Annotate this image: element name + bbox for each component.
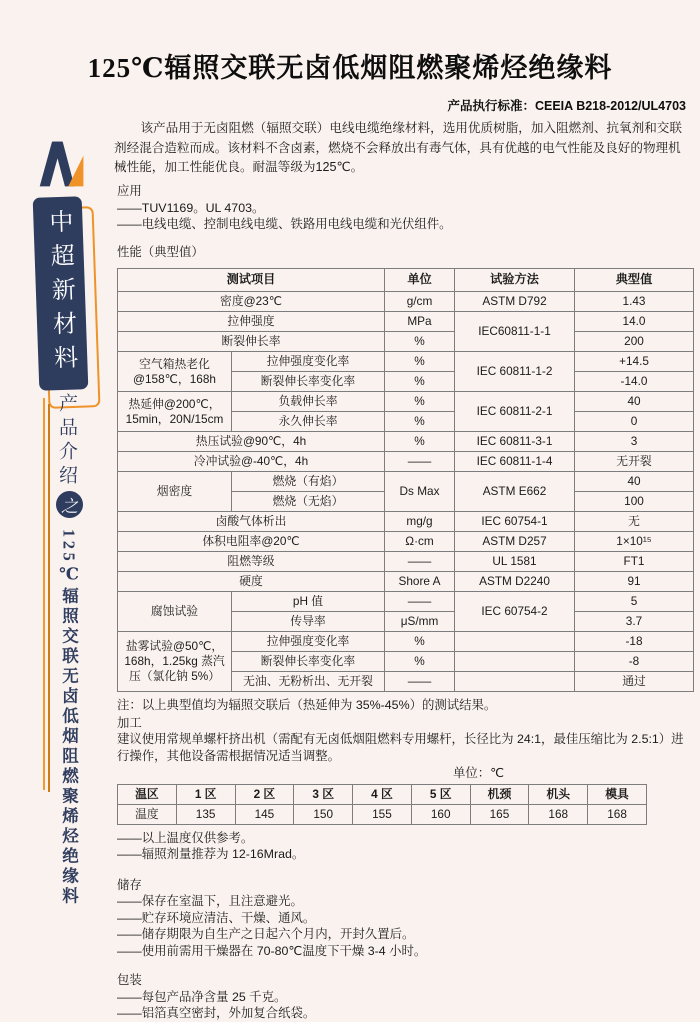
test-group: 盐雾试验@50℃，168h，1.25kg 蒸汽压（氯化钠 5%） <box>118 632 232 692</box>
temp-value: 温度 <box>118 804 177 824</box>
method <box>455 652 575 672</box>
unit: % <box>385 632 455 652</box>
temp-zone: 5 区 <box>411 784 470 804</box>
typical-value: 通过 <box>575 672 694 692</box>
temp-value: 150 <box>294 804 353 824</box>
method: IEC 60811-3-1 <box>455 432 575 452</box>
typical-value: 200 <box>575 332 694 352</box>
table-row <box>118 352 694 372</box>
brand-m-logo-icon <box>33 141 89 187</box>
table-row <box>118 592 694 612</box>
unit: % <box>385 652 455 672</box>
table-row <box>118 632 694 652</box>
storage-line: ——保存在室温下，且注意避光。 <box>117 894 303 908</box>
unit: MPa <box>385 312 455 332</box>
table-row <box>118 292 694 312</box>
test-group: 烟密度 <box>118 472 232 512</box>
packaging-line: ——每包产品净含量 25 千克。 <box>117 989 287 1004</box>
temp-value: 168 <box>529 804 588 824</box>
packaging-line: ——铝箔真空密封，外加复合纸袋。 <box>117 1006 316 1020</box>
unit: % <box>385 432 455 452</box>
temperature-table <box>117 784 647 825</box>
typical-value: 0 <box>575 412 694 432</box>
temp-value-row <box>118 804 647 824</box>
test-item: 卤酸气体析出 <box>118 512 385 532</box>
temp-zone: 机头 <box>529 784 588 804</box>
temp-zone: 1 区 <box>176 784 235 804</box>
col-header-method: 试验方法 <box>455 269 575 292</box>
typical-value: 14.0 <box>575 312 694 332</box>
table-row <box>118 532 694 552</box>
temp-zone: 机颈 <box>470 784 529 804</box>
storage-line: ——使用前需用干燥器在 70-80℃温度下干燥 3-4 小时。 <box>117 943 427 958</box>
intro-paragraph: 该产品用于无卤阻燃（辐照交联）电线电缆绝缘材料，选用优质树脂，加入阻燃剂、抗氧剂和交联剂经混合造粒而成。该材料不含卤素，燃烧不会释放出有毒气体，具有优越的电气性能及良好的物理机械性能，加工性能优良。耐温等级为125℃。 <box>114 121 682 175</box>
method: IEC 60811-1-4 <box>455 452 575 472</box>
typical-value: 1×10¹⁵ <box>575 532 694 552</box>
temp-value: 135 <box>176 804 235 824</box>
unit: mg/g <box>385 512 455 532</box>
storage-line: ——贮存环境应清洁、干燥、通风。 <box>117 910 316 925</box>
col-header-unit: 单位 <box>385 269 455 292</box>
processing-note: ——辐照剂量推荐为 12-16Mrad。 <box>117 847 305 861</box>
table-row <box>118 432 694 452</box>
col-header-value: 典型值 <box>575 269 694 292</box>
method: IEC 60811-2-1 <box>455 392 575 432</box>
temp-zone: 模具 <box>588 784 647 804</box>
typical-value: FT1 <box>575 552 694 572</box>
unit: % <box>385 372 455 392</box>
table-row <box>118 572 694 592</box>
method <box>455 632 575 652</box>
table-row <box>118 332 694 352</box>
typical-value: 100 <box>575 492 694 512</box>
temp-value: 160 <box>411 804 470 824</box>
typical-value: 40 <box>575 472 694 492</box>
test-item: 阻燃等级 <box>118 552 385 572</box>
temp-zone: 4 区 <box>353 784 412 804</box>
processing-note: ——以上温度仅供参考。 <box>117 830 254 845</box>
main-content <box>117 183 693 1022</box>
test-item: 断裂伸长率变化率 <box>232 372 385 392</box>
test-group: 腐蚀试验 <box>118 592 232 632</box>
typical-value: 无开裂 <box>575 452 694 472</box>
temp-zone: 3 区 <box>294 784 353 804</box>
table-row <box>118 312 694 332</box>
table-row <box>118 512 694 532</box>
method: IEC60811-1-1 <box>455 312 575 352</box>
method: IEC 60811-1-2 <box>455 352 575 392</box>
unit: Ω·cm <box>385 532 455 552</box>
typical-value: -18 <box>575 632 694 652</box>
sidebar-accent-line <box>43 398 45 790</box>
test-item: 传导率 <box>232 612 385 632</box>
performance-heading: 性能（典型值） <box>117 244 204 259</box>
temp-value: 145 <box>235 804 294 824</box>
col-header-item: 测试项目 <box>118 269 385 292</box>
method: ASTM D2240 <box>455 572 575 592</box>
temp-value: 155 <box>353 804 412 824</box>
test-item: 断裂伸长率 <box>118 332 385 352</box>
unit: —— <box>385 592 455 612</box>
method: UL 1581 <box>455 552 575 572</box>
unit: % <box>385 332 455 352</box>
test-item: 拉伸强度变化率 <box>232 632 385 652</box>
temp-value: 165 <box>470 804 529 824</box>
test-group: 空气箱热老化@158℃，168h <box>118 352 232 392</box>
method: IEC 60754-2 <box>455 592 575 632</box>
method: ASTM D257 <box>455 532 575 552</box>
table-row <box>118 472 694 492</box>
typical-value: -8 <box>575 652 694 672</box>
test-item: 燃烧（无焰） <box>232 492 385 512</box>
brand-banner <box>33 196 89 391</box>
unit: Ds Max <box>385 472 455 512</box>
unit: μS/mm <box>385 612 455 632</box>
unit: —— <box>385 672 455 692</box>
temp-zone: 温区 <box>118 784 177 804</box>
typical-value: -14.0 <box>575 372 694 392</box>
test-item: 体积电阻率@20℃ <box>118 532 385 552</box>
method <box>455 672 575 692</box>
test-item: 硬度 <box>118 572 385 592</box>
page-title: 125℃辐照交联无卤低烟阻燃聚烯烃绝缘料 <box>87 53 613 83</box>
unit: —— <box>385 552 455 572</box>
packaging-heading: 包装 <box>117 973 142 987</box>
processing-heading: 加工 <box>117 715 142 730</box>
standard-line: 产品执行标准：CEEIA B218-2012/UL4703 <box>447 99 686 113</box>
brand-name: 中超新材料 <box>44 208 77 379</box>
table-row <box>118 392 694 412</box>
temp-header-row <box>118 784 647 804</box>
typical-value: 3.7 <box>575 612 694 632</box>
table-note: 注：以上典型值均为辐照交联后（热延伸为 35%-45%）的测试结果。 <box>117 698 497 712</box>
application-line: ——TUV1169。UL 4703。 <box>117 200 265 215</box>
typical-value: 无 <box>575 512 694 532</box>
application-heading: 应用 <box>117 184 142 198</box>
test-item: 无油、无粉析出、无开裂 <box>232 672 385 692</box>
test-item: 断裂伸长率变化率 <box>232 652 385 672</box>
test-item: 拉伸强度变化率 <box>232 352 385 372</box>
method: ASTM D792 <box>455 292 575 312</box>
typical-value: +14.5 <box>575 352 694 372</box>
series-label: 产品介绍 <box>56 393 77 489</box>
sidebar-product-name: 125℃辐照交联无卤低烟阻燃聚烯烃绝缘料 <box>59 529 79 907</box>
typical-value: 1.43 <box>575 292 694 312</box>
test-group: 热延伸@200℃，15min，20N/15cm <box>118 392 232 432</box>
zhi-badge: 之 <box>56 491 83 518</box>
table-row <box>118 452 694 472</box>
test-item: 燃烧（有焰） <box>232 472 385 492</box>
test-item: 热压试验@90℃，4h <box>118 432 385 452</box>
method: IEC 60754-1 <box>455 512 575 532</box>
performance-table <box>117 268 694 692</box>
unit: % <box>385 352 455 372</box>
storage-line: ——储存期限为自生产之日起六个月内，开封久置后。 <box>117 927 415 941</box>
temp-value: 168 <box>588 804 647 824</box>
typical-value: 3 <box>575 432 694 452</box>
temperature-unit-label: 单位：℃ <box>453 766 505 780</box>
unit: % <box>385 392 455 412</box>
unit: Shore A <box>385 572 455 592</box>
unit: —— <box>385 452 455 472</box>
table-header-row <box>118 269 694 292</box>
table-row <box>118 552 694 572</box>
typical-value: 5 <box>575 592 694 612</box>
test-item: 拉伸强度 <box>118 312 385 332</box>
storage-heading: 储存 <box>117 877 142 892</box>
test-item: 永久伸长率 <box>232 412 385 432</box>
temp-zone: 2 区 <box>235 784 294 804</box>
test-item: pH 值 <box>232 592 385 612</box>
test-item: 负载伸长率 <box>232 392 385 412</box>
sidebar-accent-line-dark <box>48 404 50 792</box>
test-item: 冷冲试验@-40℃，4h <box>118 452 385 472</box>
typical-value: 40 <box>575 392 694 412</box>
method: ASTM E662 <box>455 472 575 512</box>
unit: % <box>385 412 455 432</box>
application-line: ——电线电缆、控制电线电缆、铁路用电线电缆和光伏组件。 <box>117 217 452 231</box>
unit: g/cm <box>385 292 455 312</box>
processing-description: 建议使用常规单螺杆挤出机（需配有无卤低烟阻燃料专用螺杆，长径比为 24:1，最佳压缩比为 2.5:1）进行操作，其他设备需根据情况适当调整。 <box>117 732 684 763</box>
test-item: 密度@23℃ <box>118 292 385 312</box>
typical-value: 91 <box>575 572 694 592</box>
